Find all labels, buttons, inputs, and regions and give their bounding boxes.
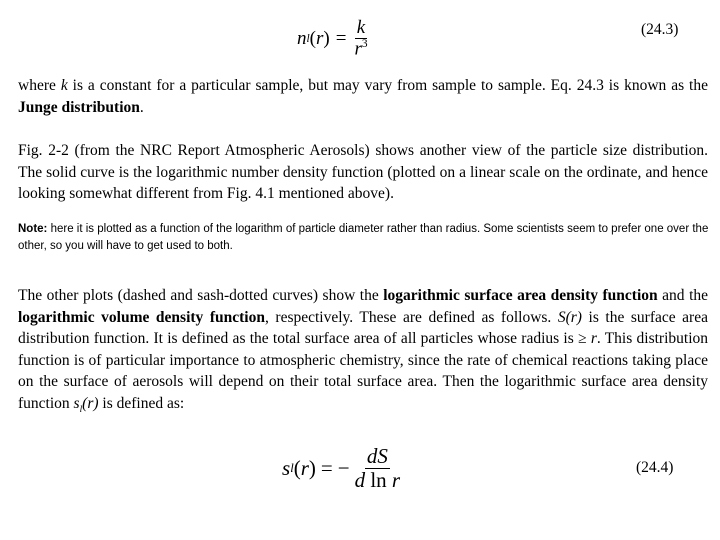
equation-number-24-4: (24.4): [636, 459, 674, 476]
eq2-equals: =: [320, 455, 333, 480]
para3-s-subscript: l: [79, 405, 83, 416]
para1-text-2: is a constant for a particular sample, but may vary from sample to sample. Eq. 24.3 is known as the: [67, 77, 708, 94]
eq1-fraction: [352, 18, 369, 59]
para1-junge-term: Junge distribution: [18, 98, 140, 116]
eq2-close-paren: ): [308, 455, 316, 480]
paragraph-fig-2-2: Fig. 2-2 (from the NRC Report Atmospheric Aerosols) shows another view of the particle size distribution. The solid curve is the logarithmic number density function (plotted on a linear scale on the ordinate, and hence looking somewhat different from Fig. 4.1 mentioned above).: [18, 142, 708, 203]
note-text: here it is plotted as a function of the logarithm of particle diameter rather than radius. Some scientists seem to prefer one over the other, so you will have to get used to both.: [18, 223, 709, 252]
eq2-den-d: d: [354, 467, 366, 492]
para3-text-7: is defined as:: [98, 394, 185, 412]
equation-24-4: [282, 438, 402, 498]
para3-r-variable: r: [590, 330, 597, 348]
eq1-lhs-argument: r: [316, 28, 324, 49]
eq2-num-variable: S: [377, 444, 388, 469]
para3-bold-surface-term: logarithmic surface area density function: [383, 287, 658, 304]
eq2-numerator: [365, 445, 390, 468]
eq2-den-ln: ln: [370, 467, 387, 492]
eq2-lhs-argument: r: [300, 455, 309, 480]
para3-text-2: and the: [657, 287, 709, 304]
eq2-lhs-subscript: l: [290, 460, 294, 475]
eq2-lhs-function: s: [282, 455, 291, 480]
eq2-fraction: [353, 445, 403, 490]
eq2-open-paren: (: [293, 455, 301, 480]
eq2-den-variable: r: [391, 467, 401, 492]
eq1-open-paren: (: [309, 28, 316, 49]
eq2-denominator: [353, 469, 403, 491]
para1-text-3: .: [139, 98, 144, 116]
para3-bold-volume-term: logarithmic volume density function: [18, 308, 265, 326]
para3-s-function: s: [73, 394, 80, 412]
note-label: Note:: [18, 223, 48, 235]
para3-text-6: . This distribution function is of particular importance to atmospheric chemistry, since the rate of chemical reactions taking place on the surface of aerosols will depend on their total surface area. Then the logarithmic surface area density function: [18, 330, 708, 412]
eq1-numerator: k: [356, 17, 366, 39]
eq1-lhs-subscript: l: [306, 33, 310, 45]
eq2-minus: −: [337, 455, 350, 480]
para3-s-of-r: S(r): [557, 308, 582, 326]
equation-number-24-3: (24.3): [641, 21, 679, 38]
para1-text-1: where: [18, 77, 61, 94]
eq1-close-paren: ): [323, 28, 330, 49]
paragraph-junge: [18, 75, 708, 118]
note-paragraph: [18, 221, 710, 254]
paragraph-surface-area: [18, 285, 708, 422]
para1-k-variable: k: [60, 77, 68, 94]
para3-geq-symbol: ≥: [578, 330, 587, 348]
para3-text-3: , respectively. These are defined as follows.: [264, 308, 558, 326]
eq1-den-exponent: 3: [361, 38, 368, 51]
para3-text-4: is the surface area distribution function. It is defined as the total surface area of all particles whose radius is: [18, 308, 708, 348]
equation-24-3: [297, 12, 370, 66]
para3-s-argument: (r): [82, 394, 99, 412]
eq2-num-d: d: [366, 444, 378, 469]
para3-text-1: The other plots (dashed and sash-dotted curves) show the: [18, 287, 384, 304]
eq1-lhs-function: n: [297, 28, 307, 49]
eq1-equals: =: [335, 28, 347, 49]
eq1-den-base: r: [354, 38, 362, 60]
eq1-denominator: [352, 39, 369, 59]
